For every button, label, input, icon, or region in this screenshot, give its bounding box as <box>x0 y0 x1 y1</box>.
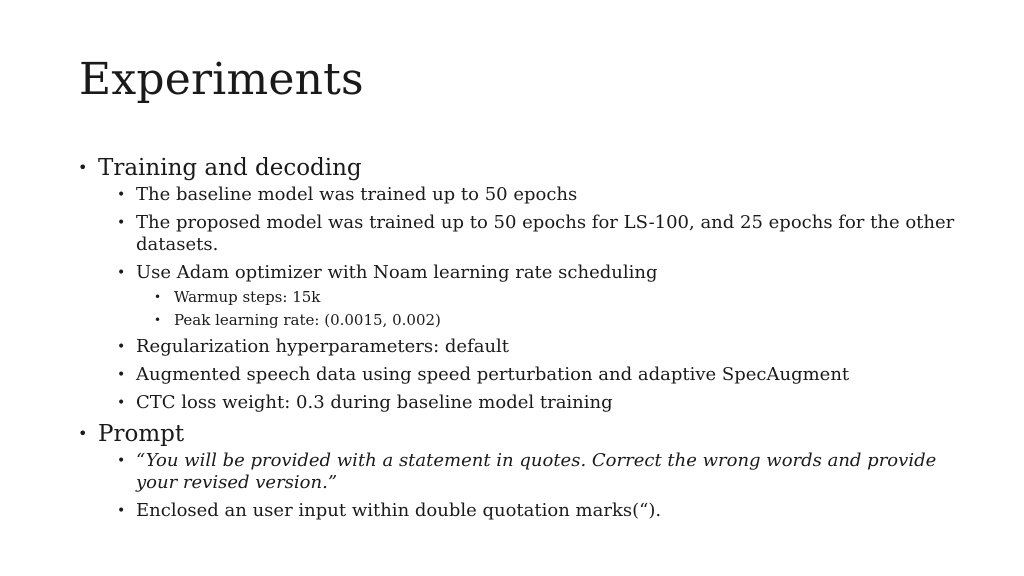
bullet-icon: • <box>154 313 162 327</box>
list-item <box>98 336 958 358</box>
bullet-icon: • <box>78 158 88 177</box>
list-item <box>98 500 958 522</box>
list-item-text: The baseline model was trained up to 50 epochs <box>136 184 578 205</box>
bullet-icon: • <box>154 290 162 304</box>
bullet-icon: • <box>117 339 126 355</box>
list-item-text: Peak learning rate: (0.0015, 0.002) <box>174 311 441 329</box>
bullet-icon: • <box>117 367 126 383</box>
bullet-icon: • <box>117 215 126 231</box>
slide-content <box>78 154 958 528</box>
list-item <box>98 364 958 386</box>
list-item <box>98 310 958 330</box>
slide-title: Experiments <box>79 54 364 105</box>
section-prompt <box>78 420 958 522</box>
sub-bullet-list <box>98 450 958 522</box>
list-item-text: Regularization hyperparameters: default <box>136 336 510 357</box>
section-heading: Training and decoding <box>98 155 362 181</box>
list-item <box>98 287 958 307</box>
bullet-icon: • <box>117 503 126 519</box>
list-item-text: CTC loss weight: 0.3 during baseline model training <box>136 392 613 413</box>
list-item-text: Augmented speech data using speed perturbation and adaptive SpecAugment <box>136 364 850 385</box>
bullet-icon: • <box>78 424 88 443</box>
list-item-text: Enclosed an user input within double quotation marks(“). <box>136 500 662 521</box>
list-item <box>98 450 958 494</box>
list-item <box>98 212 958 256</box>
list-item-text: Use Adam optimizer with Noam learning rate scheduling <box>136 262 658 283</box>
bullet-icon: • <box>117 395 126 411</box>
bullet-list <box>78 154 958 522</box>
list-item-text: The proposed model was trained up to 50 epochs for LS-100, and 25 epochs for the other datasets. <box>136 212 955 255</box>
section-heading: Prompt <box>98 421 185 447</box>
list-item <box>98 392 958 414</box>
bullet-icon: • <box>117 187 126 203</box>
bullet-icon: • <box>117 265 126 281</box>
bullet-icon: • <box>117 453 126 469</box>
sub-sub-bullet-list <box>136 287 958 330</box>
section-training-and-decoding <box>78 154 958 414</box>
sub-bullet-list <box>98 184 958 414</box>
list-item-text: Warmup steps: 15k <box>174 288 321 306</box>
list-item <box>98 184 958 206</box>
prompt-quote-text: “You will be provided with a statement in quotes. Correct the wrong words and provide your revised version.” <box>136 450 937 493</box>
list-item <box>98 262 958 330</box>
